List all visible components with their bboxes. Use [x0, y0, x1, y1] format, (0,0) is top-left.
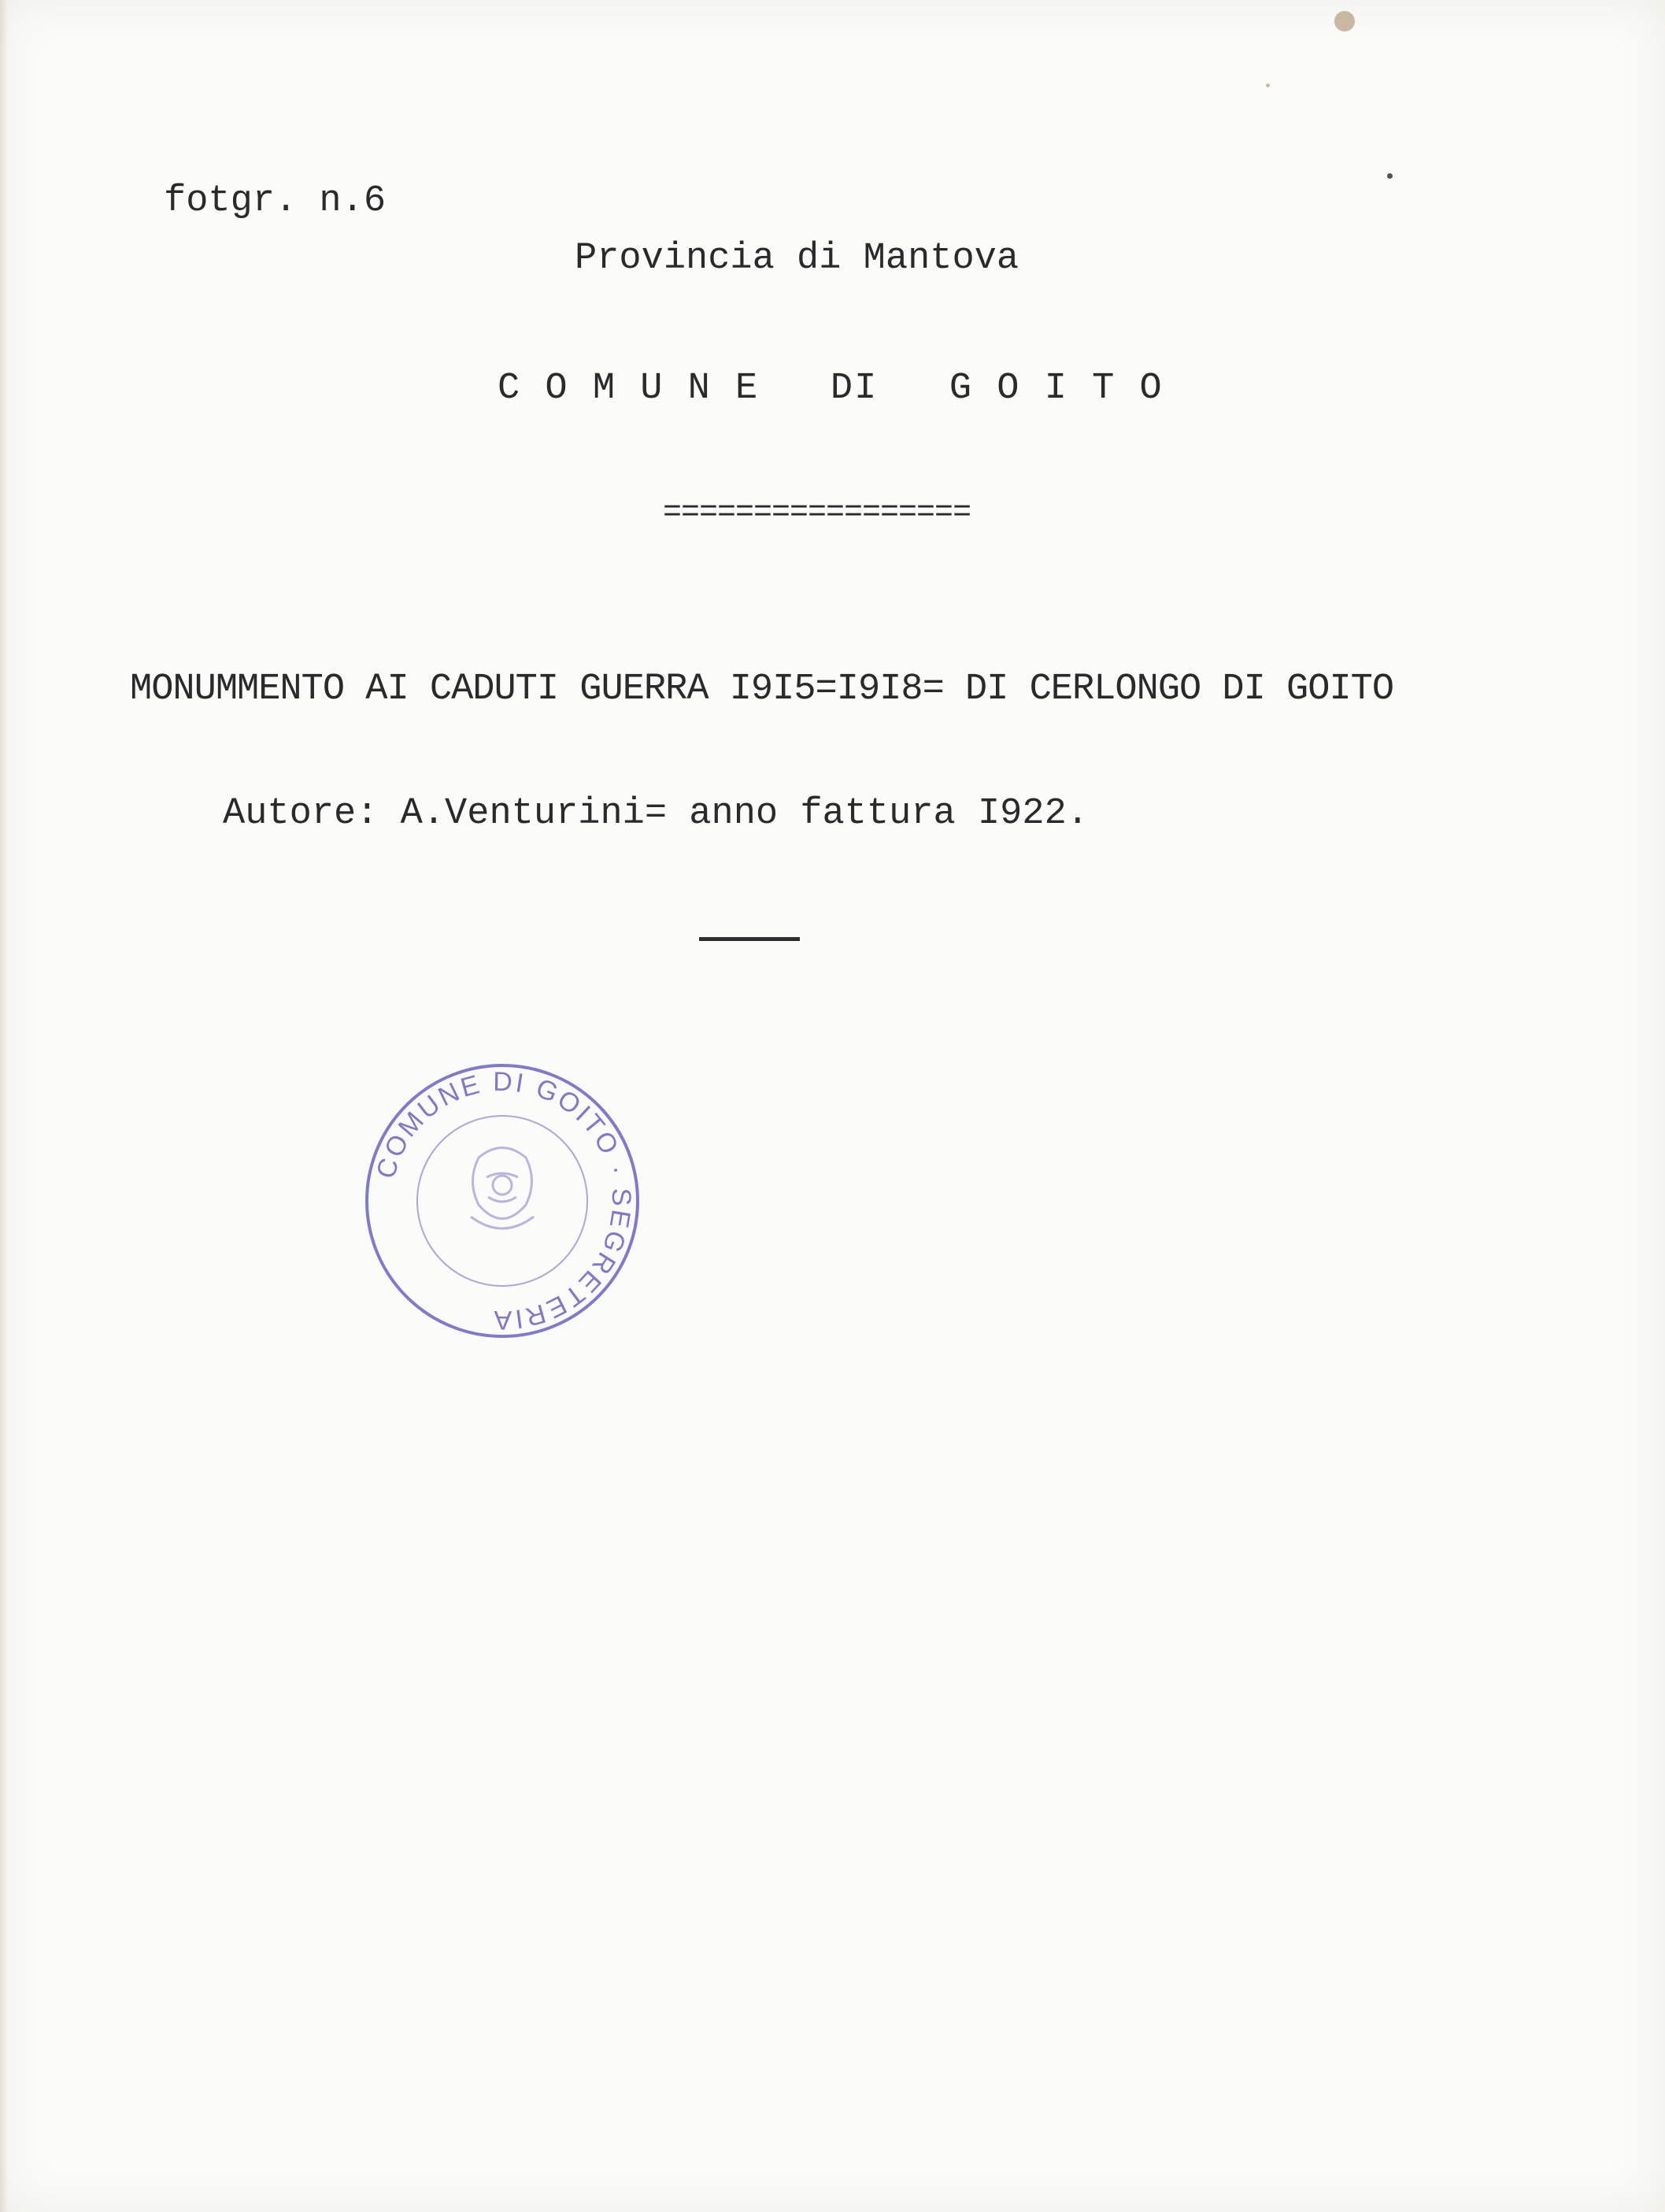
stamp-inner-text: SEGRETERIA [491, 1188, 637, 1336]
svg-text:COMUNE DI GOITO ·: COMUNE DI GOITO · SEGRETERIA [371, 1066, 637, 1336]
paper-speck [1266, 83, 1270, 87]
monument-title: MONUMMENTO AI CADUTI GUERRA I9I5=I9I8= DI CERLONGO DI GOITO [130, 669, 1394, 710]
photo-reference: fotgr. n.6 [164, 180, 387, 222]
stamp-outer-text: COMUNE DI GOITO [371, 1066, 626, 1182]
author-line: Autore: A.Venturini= anno fattura I922. [223, 793, 1089, 835]
paper-speck [1387, 173, 1393, 179]
municipality-heading: C O M U N E DI G O I T O [498, 368, 1164, 409]
heading-rule: ================= [663, 495, 971, 531]
official-stamp [361, 1059, 644, 1343]
province-heading: Provincia di Mantova [575, 238, 1019, 280]
stamp-emblem-icon [471, 1148, 534, 1229]
closing-dash [699, 937, 800, 941]
paper-edge [0, 0, 8, 2212]
paper-speck [1334, 11, 1355, 31]
